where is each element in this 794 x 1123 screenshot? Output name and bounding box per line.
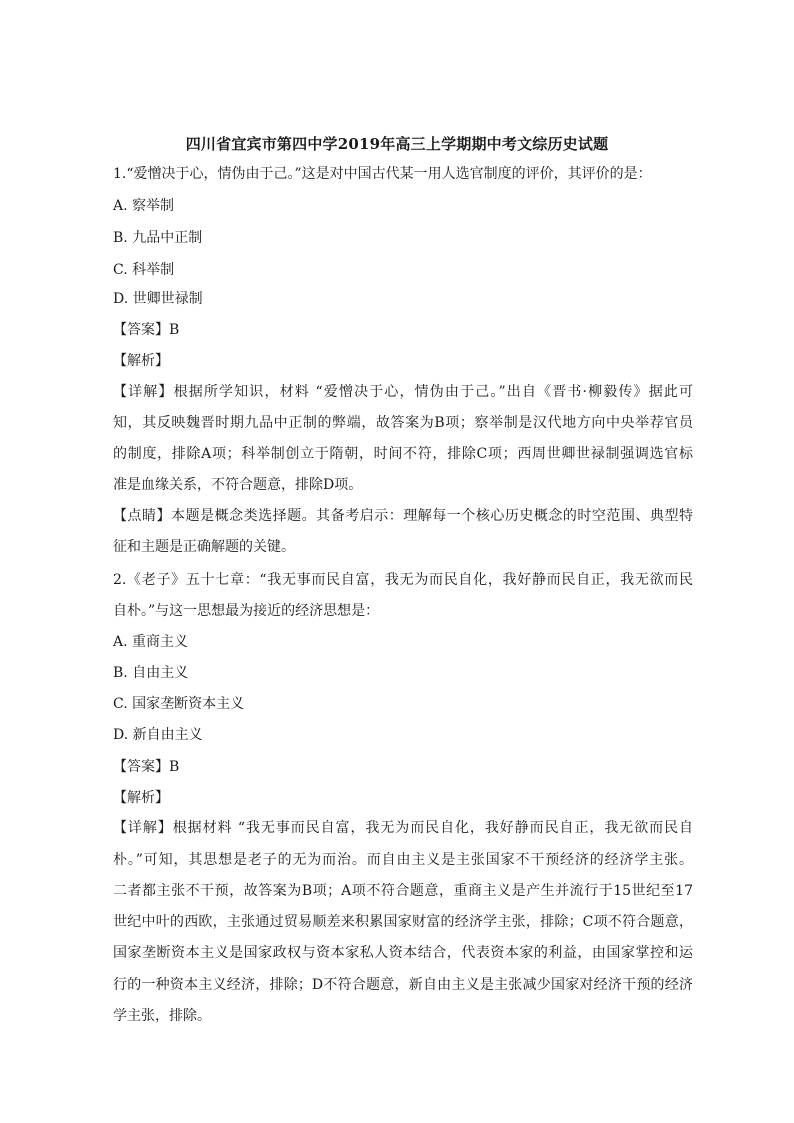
question-2-option-d: D. 新自由主义 [113,727,203,743]
question-1-option-c: C. 科举制 [113,262,175,278]
question-1-answer: 【答案】B [113,322,180,338]
question-2-detail-line: 朴。”可知，其思想是老子的无为而治。而自由主义是主张国家不干预经济的经济学主张。 [113,852,693,868]
question-1-option-a: A. 察举制 [113,198,175,214]
question-2-option-b: B. 自由主义 [113,665,189,681]
question-1-detail-line: 准是血缘关系，不符合题意，排除D项。 [113,477,363,493]
question-2-detail-line: 行的一种资本主义经济，排除；D不符合题意，新自由主义是主张减少国家对经济干预的经济 [113,977,693,993]
question-2-analysis-label: 【解析】 [113,790,169,806]
question-2-option-a: A. 重商主义 [113,634,189,650]
question-2-stem-line: 自朴。”与这一思想最为接近的经济思想是： [113,603,380,619]
question-2-detail-line: 二者都主张不干预，故答案为B项；A项不符合题意，重商主义是产生并流行于15世纪至17 [113,883,693,899]
question-2-option-c: C. 国家垄断资本主义 [113,696,245,712]
question-2-answer: 【答案】B [113,759,180,775]
question-1-stem: 1.“爱憎决于心，情伪由于己。”这是对中国古代某一用人选官制度的评价，其评价的是： [113,166,652,182]
question-1-detail-line: 的制度，排除A项；科举制创立于隋朝，时间不符，排除C项；西周世卿世禄制强调选官标 [113,446,693,462]
question-1-detail-line: 【详解】根据所学知识，材料 “爱憎决于心，情伪由于己。”出自《晋书·柳毅传》据此可 [113,384,693,400]
document-title: 四川省宜宾市第四中学2019年高三上学期期中考文综历史试题 [185,135,609,153]
question-1-analysis-label: 【解析】 [113,353,169,369]
question-2-detail-line: 世纪中叶的西欧，主张通过贸易顺差来积累国家财富的经济学主张，排除；C项不符合题意， [113,914,693,930]
question-1-detail-line: 知，其反映魏晋时期九品中正制的弊端，故答案为B项；察举制是汉代地方向中央举荐官员 [113,415,693,431]
question-2-stem-line: 2.《老子》五十七章：“我无事而民自富，我无为而民自化，我好静而民自正，我无欲而民 [113,572,693,588]
question-1-option-d: D. 世卿世禄制 [113,291,203,307]
question-1-tip-line: 【点睛】本题是概念类选择题。其备考启示：理解每一个核心历史概念的时空范围、典型特 [113,508,693,524]
question-2-detail-line: 学主张，排除。 [113,1008,211,1024]
question-2-detail-line: 【详解】根据材料 “我无事而民自富，我无为而民自化，我好静而民自正，我无欲而民自 [113,820,693,836]
question-1-tip-line: 征和主题是正确解题的关键。 [113,539,295,555]
question-1-option-b: B. 九品中正制 [113,230,203,246]
question-2-detail-line: 国家垄断资本主义是国家政权与资本家私人资本结合，代表资本家的利益，由国家掌控和运 [113,945,693,961]
